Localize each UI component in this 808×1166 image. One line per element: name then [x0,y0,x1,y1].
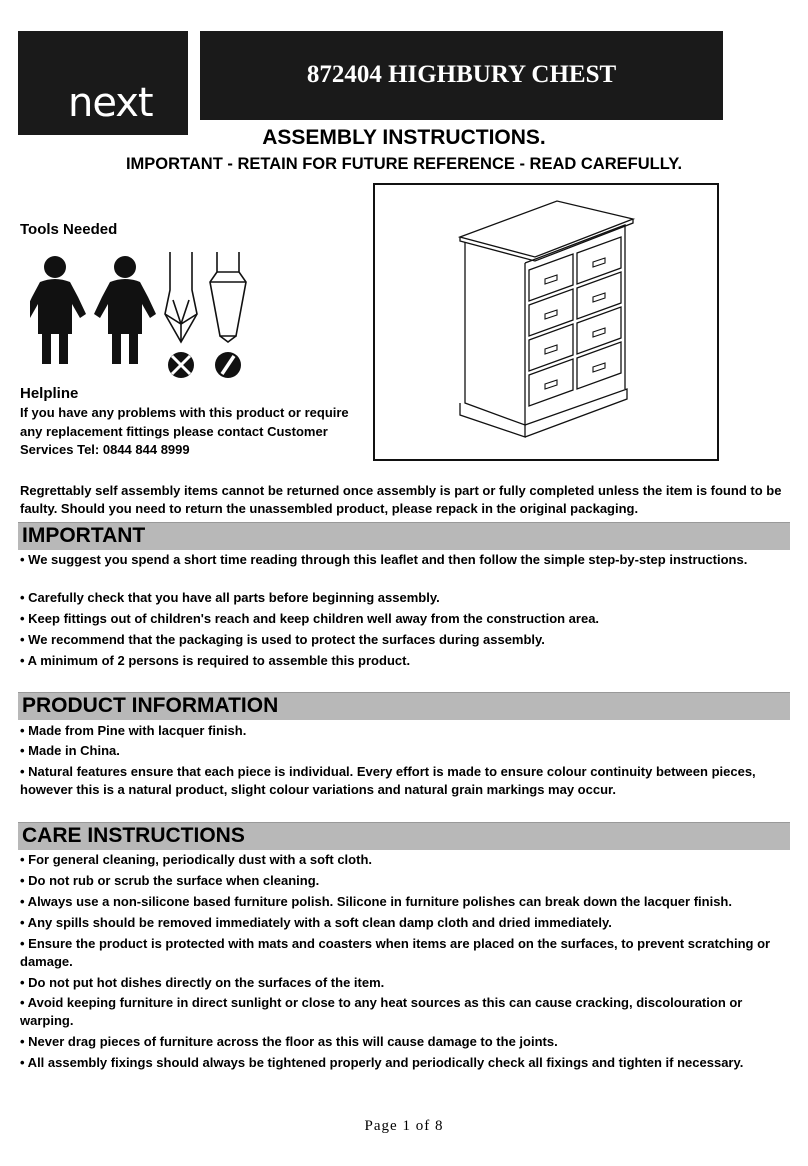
product-information-section-header [18,692,790,720]
helpline-line: Services Tel: 0844 844 8999 [20,442,190,457]
important-bullet: • We recommend that the packaging is used to protect the surfaces during assembly. [20,632,545,647]
important-bullet: • Carefully check that you have all parts before beginning assembly. [20,590,440,605]
care-bullet: • Avoid keeping furniture in direct sunlight or close to any heat sources as this can cause cracking, discolouration or warping. [20,995,743,1028]
product-illustration-frame [373,183,719,461]
helpline-line: any replacement fittings please contact Customer [20,424,328,439]
care-bullet: • Never drag pieces of furniture across the floor as this will cause damage to the joints. [20,1034,558,1049]
person-icon [94,256,156,364]
flat-head-screwdriver-icon [210,252,246,378]
retain-heading: IMPORTANT - RETAIN FOR FUTURE REFERENCE - READ CAREFULLY. [125,155,683,173]
important-bullet: • A minimum of 2 persons is required to assemble this product. [20,653,411,668]
assembly-heading: ASSEMBLY INSTRUCTIONS. [262,126,546,149]
care-instructions-section-header [18,822,790,850]
important-section-header [18,522,790,550]
product-title: 872404 HIGHBURY CHEST [306,61,617,88]
product-bullet: • Natural features ensure that each piece is individual. Every effort is made to ensure colour continuity between pieces, however this is a natural product, slight colour variations and natural grain markings may occur. [20,764,756,797]
care-bullet: • Do not rub or scrub the surface when cleaning. [20,873,320,888]
section-title: PRODUCT INFORMATION [22,694,279,717]
section-title: CARE INSTRUCTIONS [22,824,245,847]
chest-of-drawers-illustration [375,185,717,459]
care-bullet: • For general cleaning, periodically dust with a soft cloth. [20,852,372,867]
logo-text: next [68,80,153,126]
person-icon [30,256,86,364]
returns-notice: Regrettably self assembly items cannot be returned once assembly is part or fully completed unless the item is found to be faulty. Should you need to return the unassembled product, please repack in the original packaging. [20,483,782,516]
helpline-line: If you have any problems with this product or require [20,405,349,420]
cross-head-screwdriver-icon [165,252,197,378]
tools-needed-label: Tools Needed [20,221,118,238]
care-bullet: • All assembly fixings should always be tightened properly and periodically check all fixings and tighten if necessary. [20,1055,744,1070]
product-bullet: • Made in China. [20,743,120,758]
product-bullet: • Made from Pine with lacquer finish. [20,723,247,738]
care-bullet: • Ensure the product is protected with mats and coasters when items are placed on the surfaces, to prevent scratching or damage. [20,936,771,969]
section-title: IMPORTANT [22,524,146,547]
brand-logo [18,31,188,135]
care-bullet: • Do not put hot dishes directly on the surfaces of the item. [20,975,385,990]
page-number: Page 1 of 8 [364,1118,444,1134]
helpline-title: Helpline [20,385,79,402]
tools-figures [30,252,250,387]
care-bullet: • Any spills should be removed immediately with a soft clean damp cloth and dried immediately. [20,915,612,930]
important-bullet: • Keep fittings out of children's reach and keep children well away from the construction area. [20,611,600,626]
important-bullet: • We suggest you spend a short time reading through this leaflet and then follow the simple step-by-step instructions. [20,552,748,567]
product-title-bar [200,31,723,120]
care-bullet: • Always use a non-silicone based furniture polish. Silicone in furniture polishes can break down the lacquer finish. [20,894,732,909]
